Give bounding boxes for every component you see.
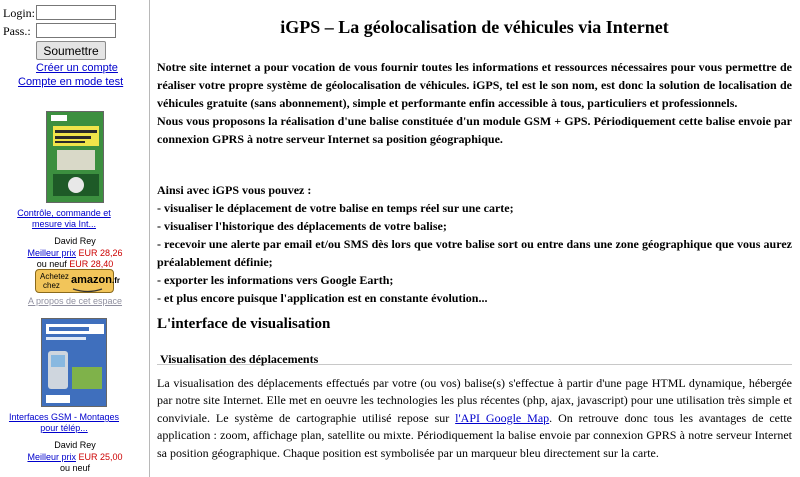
description-text: . On retrouve donc tous les avantages de cette application : zoom, affichage plan, satellite ou mixte. Périodiquement la balise envoie par connexion GPRS à notre serveur Internet sa position géographique. Chaque position est symbolisée par un marqueur bleu directement sur la carte. bbox=[157, 410, 793, 460]
intro-text-2: Nous vous proposons la réalisation d'une balise constituée d'un module GSM + GPS. Périodiquement cette balise envoie par connexion GPRS à notre serveur Internet sa position géographique. bbox=[157, 114, 792, 146]
book-cover-image[interactable] bbox=[46, 111, 104, 203]
best-price-link[interactable]: Meilleur prix bbox=[27, 248, 76, 258]
book-author: David Rey bbox=[54, 236, 96, 246]
book-cover-art bbox=[42, 319, 107, 407]
feature-item: - recevoir une alerte par email et/ou SMS dès lors que votre balise sort ou entre dans une zone géographique que vous aurez préalablement définie; bbox=[157, 237, 792, 269]
intro-text-1: Notre site internet a pour vocation de vous fournir toutes les informations et ressources nécessaires pour vous permettre de réaliser votre propre système de géolocalisation de véhicules. iGPS, tel est le son nom, est donc la solution de localisation de véhicules gratuite (sans abonnement), simple et performante enfin accessible à tous, particuliers et professionnels. bbox=[157, 60, 792, 110]
feature-item: - et plus encore puisque l'application est en constante évolution... bbox=[157, 291, 488, 305]
new-price-label: ou neuf bbox=[36, 259, 67, 269]
test-account-link[interactable]: Compte en mode test bbox=[18, 76, 124, 88]
submit-button[interactable]: Soumettre bbox=[36, 41, 106, 60]
book-cover-image[interactable] bbox=[41, 318, 107, 407]
password-label: Pass.: bbox=[3, 24, 31, 38]
amazon-tld-text: .fr bbox=[111, 276, 120, 285]
new-price-value: EUR 28,40 bbox=[69, 259, 114, 269]
subsection-title: Visualisation des déplacements bbox=[160, 352, 319, 366]
feature-item: - visualiser le déplacement de votre balise en temps réel sur une carte; bbox=[157, 201, 514, 215]
login-input[interactable] bbox=[36, 5, 116, 20]
amazon-button-text bbox=[40, 272, 69, 290]
new-price-line bbox=[0, 259, 150, 269]
amazon-logo-icon bbox=[71, 276, 120, 285]
new-price-line bbox=[0, 463, 150, 473]
feature-list-intro: Ainsi avec iGPS vous pouvez : bbox=[157, 183, 312, 197]
intro-paragraph bbox=[157, 58, 792, 148]
description-paragraph bbox=[157, 375, 792, 462]
sidebar bbox=[0, 0, 150, 477]
section-title: L'interface de visualisation bbox=[157, 316, 331, 332]
best-price-line bbox=[0, 452, 150, 462]
amazon-smile-icon bbox=[72, 288, 104, 293]
amazon-buy-button[interactable] bbox=[35, 269, 120, 293]
best-price-line bbox=[0, 248, 150, 258]
page-title: iGPS – La géolocalisation de véhicules via Internet bbox=[280, 17, 669, 37]
feature-item: - exporter les informations vers Google Earth; bbox=[157, 273, 394, 287]
best-price-value: EUR 25,00 bbox=[78, 452, 123, 462]
book-cover-art bbox=[47, 112, 104, 203]
book-author: David Rey bbox=[54, 440, 96, 450]
google-map-api-link[interactable]: l'API Google Map bbox=[455, 410, 550, 425]
description-text: La visualisation des déplacements effectués par votre (ou vos) balise(s) s'effectue à partir d'une page HTML dynamique, hébergée par notre site Internet. Elle met en oeuvre les technologies les plus récentes (php, ajax, javascript) pour une utilisation très simple et conviviale. Le système de cartographie utilisé repose sur bbox=[157, 376, 792, 425]
feature-list bbox=[157, 181, 792, 307]
about-link[interactable]: A propos de cet espace bbox=[27, 296, 123, 306]
amazon-line2: chez bbox=[43, 281, 60, 290]
amazon-line1: Achetez bbox=[40, 272, 69, 281]
login-label: Login: bbox=[3, 6, 35, 20]
book-title-link[interactable]: Contrôle, commande et mesure via Int... bbox=[17, 208, 111, 229]
book-title-link[interactable]: Interfaces GSM - Montages pour télép... bbox=[8, 412, 120, 433]
best-price-value: EUR 28,26 bbox=[78, 248, 123, 258]
feature-item: - visualiser l'historique des déplacements de votre balise; bbox=[157, 219, 447, 233]
password-input[interactable] bbox=[36, 23, 116, 38]
new-price-label: ou neuf bbox=[59, 463, 91, 473]
create-account-link[interactable]: Créer un compte bbox=[36, 62, 118, 74]
best-price-link[interactable]: Meilleur prix bbox=[27, 452, 76, 462]
amazon-brand-text: amazon bbox=[71, 274, 112, 286]
subsection-header bbox=[157, 345, 792, 365]
